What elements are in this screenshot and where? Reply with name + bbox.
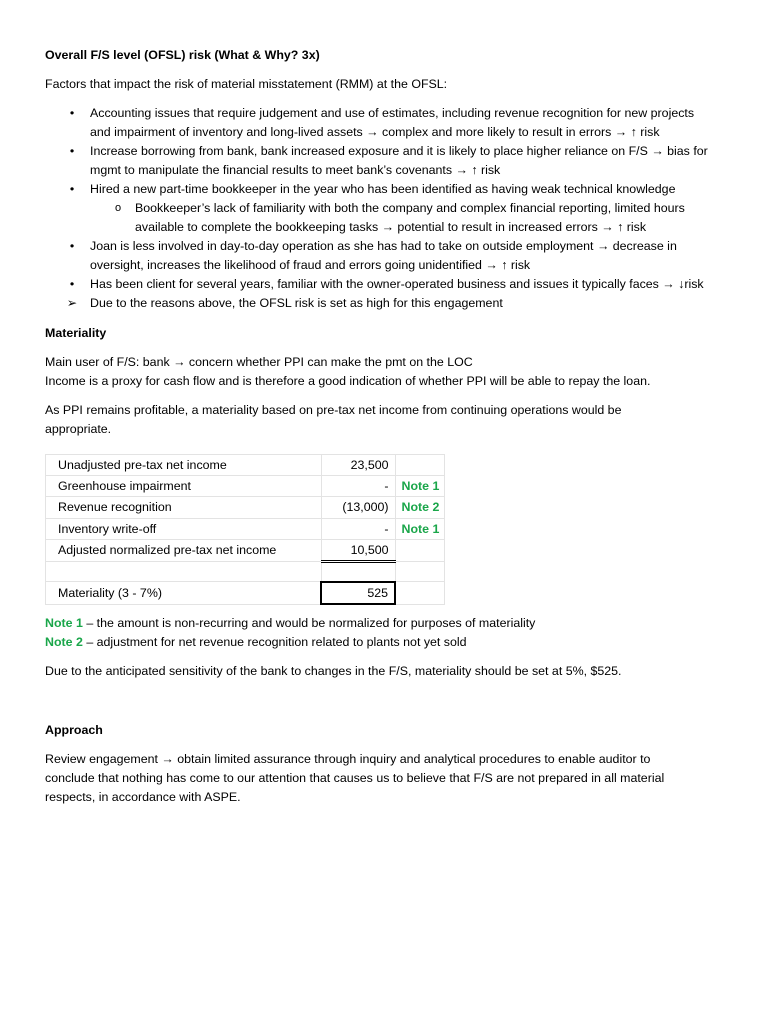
arrow-bullet-icon: ➢ xyxy=(66,296,78,310)
circle-bullet-icon: o xyxy=(115,202,122,214)
note1-line xyxy=(45,614,535,633)
bullet-icon: • xyxy=(69,182,75,196)
table-row-total: Adjusted normalized pre-tax net income 10,500 xyxy=(46,539,445,561)
bullet-icon: • xyxy=(69,106,75,120)
note1-text: – the amount is non-recurring and would be normalized for purposes of materiality xyxy=(82,616,536,630)
list-item: • Has been client for several years, familiar with the owner-operated business and issues it typically faces → ↓risk xyxy=(45,275,708,294)
table-row: Inventory write-off - Note 1 xyxy=(46,518,445,539)
table-row: Greenhouse impairment - Note 1 xyxy=(46,476,445,497)
income-proxy-text: Income is a proxy for cash flow and is therefore a good indication of whether PPI will be able to repay the loan. xyxy=(45,374,651,388)
profitable-text-line1: As PPI remains profitable, a materiality based on pre-tax net income from continuing operations would be xyxy=(45,403,622,417)
approach-text-line3: respects, in accordance with ASPE. xyxy=(45,790,241,804)
table-row: Revenue recognition (13,000) Note 2 xyxy=(46,497,445,518)
conclusion-item: ➢ Due to the reasons above, the OFSL risk is set as high for this engagement xyxy=(45,294,708,313)
table-row: Unadjusted pre-tax net income 23,500 xyxy=(46,455,445,476)
note2-line xyxy=(45,633,467,652)
approach-heading: Approach xyxy=(45,723,103,737)
factors-intro: Factors that impact the risk of material misstatement (RMM) at the OFSL: xyxy=(45,77,448,91)
table-row-spacer xyxy=(46,561,445,582)
risk-factor-list xyxy=(45,104,708,313)
sub-list-item: o Bookkeeper’s lack of familiarity with both the company and complex financial reporting, limited hours available to complete the bookkeeping tasks → potential to result in increased errors → ↑ risk xyxy=(115,201,685,234)
profitable-text-line2: appropriate. xyxy=(45,422,112,436)
list-item: • Hired a new part-time bookkeeper in the year who has been identified as having weak technical knowledge xyxy=(45,180,708,199)
note2-label: Note 2 xyxy=(45,635,83,649)
materiality-heading: Materiality xyxy=(45,326,107,340)
note2-text: – adjustment for net revenue recognition related to plants not yet sold xyxy=(82,635,467,649)
approach-text-line2: conclude that nothing has come to our attention that causes us to believe that F/S are not prepared in all material xyxy=(45,771,665,785)
list-item: • Joan is less involved in day-to-day operation as she has had to take on outside employment → decrease in oversight, increases the likelihood of fraud and errors going unidentified → ↑ risk xyxy=(45,237,708,275)
list-item: • Accounting issues that require judgement and use of estimates, including revenue recognition for new projects and impairment of inventory and long-lived assets → complex and more likely to result in errors → ↑ risk xyxy=(45,104,708,142)
bullet-icon: • xyxy=(69,277,75,291)
bullet-icon: • xyxy=(69,239,75,253)
note1-label: Note 1 xyxy=(45,616,83,630)
main-user-text: Main user of F/S: bank → concern whether PPI can make the pmt on the LOC xyxy=(45,355,473,369)
approach-text-line1: Review engagement → obtain limited assurance through inquiry and analytical procedures to enable auditor to xyxy=(45,752,651,766)
bullet-icon: • xyxy=(69,144,75,158)
ofsl-heading: Overall F/S level (OFSL) risk (What & Why? 3x) xyxy=(45,48,320,62)
sensitivity-text: Due to the anticipated sensitivity of the bank to changes in the F/S, materiality should be set at 5%, $525. xyxy=(45,664,622,678)
table-row-materiality: Materiality (3 - 7%) 525 xyxy=(46,582,445,604)
list-item: • Increase borrowing from bank, bank increased exposure and it is likely to place higher reliance on F/S → bias for mgmt to manipulate the financial results to meet bank’s covenants → ↑ risk xyxy=(45,142,708,180)
materiality-table xyxy=(45,454,445,605)
